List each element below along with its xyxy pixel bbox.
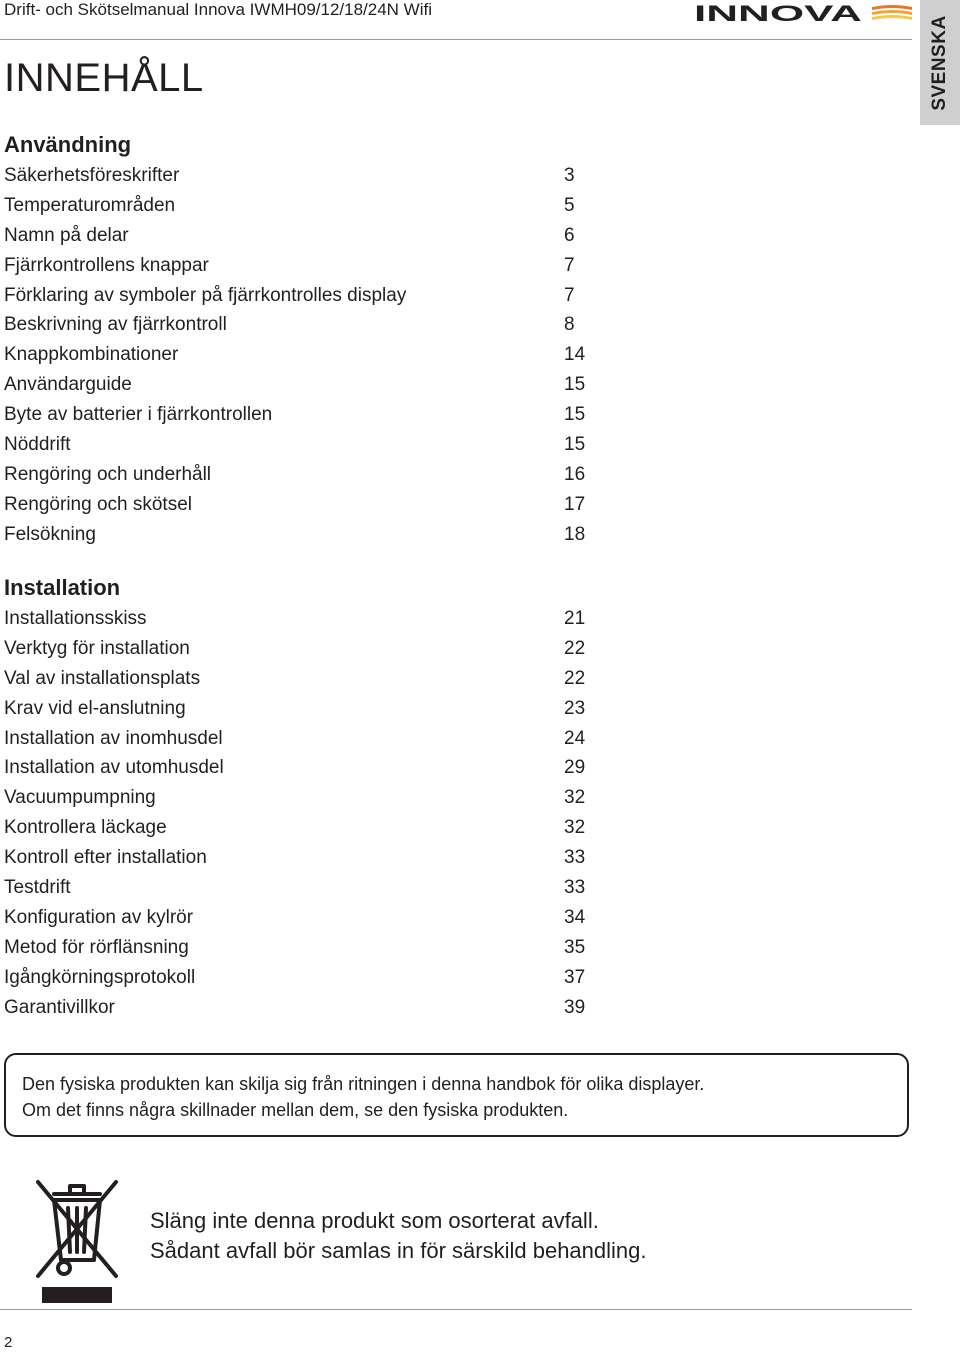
- toc-entry[interactable]: [4, 694, 594, 724]
- disposal-line-1: Släng inte denna produkt som osorterat avfall.: [150, 1208, 599, 1233]
- toc-entry[interactable]: [4, 370, 594, 400]
- toc-entry[interactable]: [4, 490, 594, 520]
- toc-entry-label: Val av installationsplats: [4, 667, 201, 689]
- page-title: INNEHÅLL: [4, 56, 204, 100]
- toc-entry-label: Fjärrkontrollens knappar: [4, 254, 209, 276]
- section-heading-anvandning: Användning: [4, 132, 132, 157]
- toc-entry[interactable]: [4, 251, 594, 281]
- toc-entry[interactable]: [4, 310, 594, 340]
- toc-entry-label: Installationsskiss: [4, 607, 147, 629]
- toc-entry[interactable]: [4, 430, 594, 460]
- toc-entry-label: Namn på delar: [4, 224, 129, 246]
- notice-line-1: Den fysiska produkten kan skilja sig från ritningen i denna handbok för olika displayer.: [22, 1074, 705, 1094]
- toc-entry[interactable]: [4, 724, 594, 754]
- toc-entry[interactable]: [4, 933, 594, 963]
- toc-entry[interactable]: [4, 604, 594, 634]
- toc-entry[interactable]: [4, 873, 594, 903]
- toc-entry-label: Byte av batterier i fjärrkontrollen: [4, 404, 273, 426]
- toc-entry-label: Knappkombinationer: [4, 344, 179, 366]
- toc-entry-label: Nöddrift: [4, 433, 71, 455]
- toc-entry[interactable]: [4, 843, 594, 873]
- toc-entry[interactable]: [4, 191, 594, 221]
- toc-entry[interactable]: [4, 783, 594, 813]
- footer-divider: [0, 1309, 912, 1310]
- toc-entry[interactable]: [4, 813, 594, 843]
- toc-entry-page: 7: [564, 284, 575, 306]
- toc-entry-page: 23: [564, 697, 586, 719]
- toc-entry-page: 16: [564, 463, 586, 485]
- toc-list-installation: [4, 604, 594, 1022]
- toc-entry[interactable]: [4, 161, 594, 191]
- toc-entry-page: 6: [564, 224, 575, 246]
- toc-entry-label: Säkerhetsföreskrifter: [4, 164, 180, 186]
- toc-entry-label: Igångkörningsprotokoll: [4, 966, 196, 988]
- toc-entry-label: Beskrivning av fjärrkontroll: [4, 314, 227, 336]
- toc-entry-page: 5: [564, 194, 575, 216]
- toc-entry-page: 29: [564, 757, 586, 779]
- toc-entry-page: 32: [564, 787, 586, 809]
- toc-entry-label: Felsökning: [4, 523, 96, 545]
- toc-entry[interactable]: [4, 903, 594, 933]
- toc-entry-page: 14: [564, 344, 586, 366]
- toc-entry-label: Vacuumpumpning: [4, 787, 156, 809]
- header-divider: [0, 39, 912, 40]
- toc-entry-page: 8: [564, 314, 575, 336]
- toc-entry[interactable]: [4, 460, 594, 490]
- toc-entry-page: 35: [564, 936, 586, 958]
- toc-entry-label: Verktyg för installation: [4, 637, 190, 659]
- toc-entry-page: 21: [564, 607, 586, 629]
- notice-line-2: Om det finns några skillnader mellan dem, se den fysiska produkten.: [22, 1100, 569, 1120]
- toc-entry-page: 15: [564, 404, 586, 426]
- toc-entry-page: 15: [564, 374, 586, 396]
- section-heading-installation: Installation: [4, 575, 121, 600]
- toc-entry-page: 24: [564, 727, 586, 749]
- toc-entry-page: 7: [564, 254, 575, 276]
- language-tab: [920, 0, 960, 125]
- toc-entry-label: Förklaring av symboler på fjärrkontrolles display: [4, 284, 407, 306]
- toc-entry-label: Testdrift: [4, 876, 71, 898]
- toc-entry-label: Temperaturområden: [4, 194, 176, 216]
- toc-entry-page: 32: [564, 817, 586, 839]
- innova-logo: [694, 3, 912, 23]
- toc-entry-label: Krav vid el-anslutning: [4, 697, 186, 719]
- toc-entry-page: 3: [564, 164, 575, 186]
- toc-entry-label: Rengöring och skötsel: [4, 493, 192, 515]
- toc-entry-label: Garantivillkor: [4, 996, 115, 1018]
- toc-list-anvandning: [4, 161, 594, 550]
- toc-entry[interactable]: [4, 664, 594, 694]
- toc-entry[interactable]: [4, 634, 594, 664]
- toc-entry-label: Kontrollera läckage: [4, 817, 167, 839]
- toc-entry-page: 17: [564, 493, 586, 515]
- document-header-title: Drift- och Skötselmanual Innova IWMH09/12/18/24N Wifi: [4, 0, 433, 19]
- toc-entry-label: Installation av utomhusdel: [4, 757, 224, 779]
- toc-entry-page: 15: [564, 433, 586, 455]
- language-tab-label: SVENSKA: [929, 14, 950, 111]
- toc-entry[interactable]: [4, 753, 594, 783]
- logo-wordmark: INNOVA: [694, 3, 863, 23]
- toc-entry[interactable]: [4, 281, 594, 311]
- toc-entry-page: 33: [564, 876, 586, 898]
- toc-entry-label: Installation av inomhusdel: [4, 727, 223, 749]
- toc-entry-label: Rengöring och underhåll: [4, 463, 212, 485]
- toc-entry[interactable]: [4, 520, 594, 550]
- toc-entry[interactable]: [4, 963, 594, 993]
- page-number: 2: [4, 1334, 13, 1351]
- toc-entry[interactable]: [4, 340, 594, 370]
- toc-entry-page: 22: [564, 667, 586, 689]
- disposal-text: [150, 1206, 647, 1266]
- toc-entry-label: Konfiguration av kylrör: [4, 906, 194, 928]
- toc-entry[interactable]: [4, 993, 594, 1023]
- disposal-line-2: Sådant avfall bör samlas in för särskild behandling.: [150, 1238, 647, 1263]
- toc-entry-page: 18: [564, 523, 586, 545]
- toc-entry-page: 39: [564, 996, 586, 1018]
- toc-entry-label: Metod för rörflänsning: [4, 936, 189, 958]
- toc-entry-page: 37: [564, 966, 586, 988]
- crossed-out-wheelie-bin-icon: [34, 1172, 120, 1304]
- toc-entry-page: 34: [564, 906, 586, 928]
- toc-entry[interactable]: [4, 400, 594, 430]
- toc-entry[interactable]: [4, 221, 594, 251]
- toc-entry-label: Användarguide: [4, 374, 132, 396]
- notice-box: [4, 1053, 909, 1137]
- toc-entry-label: Kontroll efter installation: [4, 847, 207, 869]
- toc-entry-page: 33: [564, 847, 586, 869]
- toc-entry-page: 22: [564, 637, 586, 659]
